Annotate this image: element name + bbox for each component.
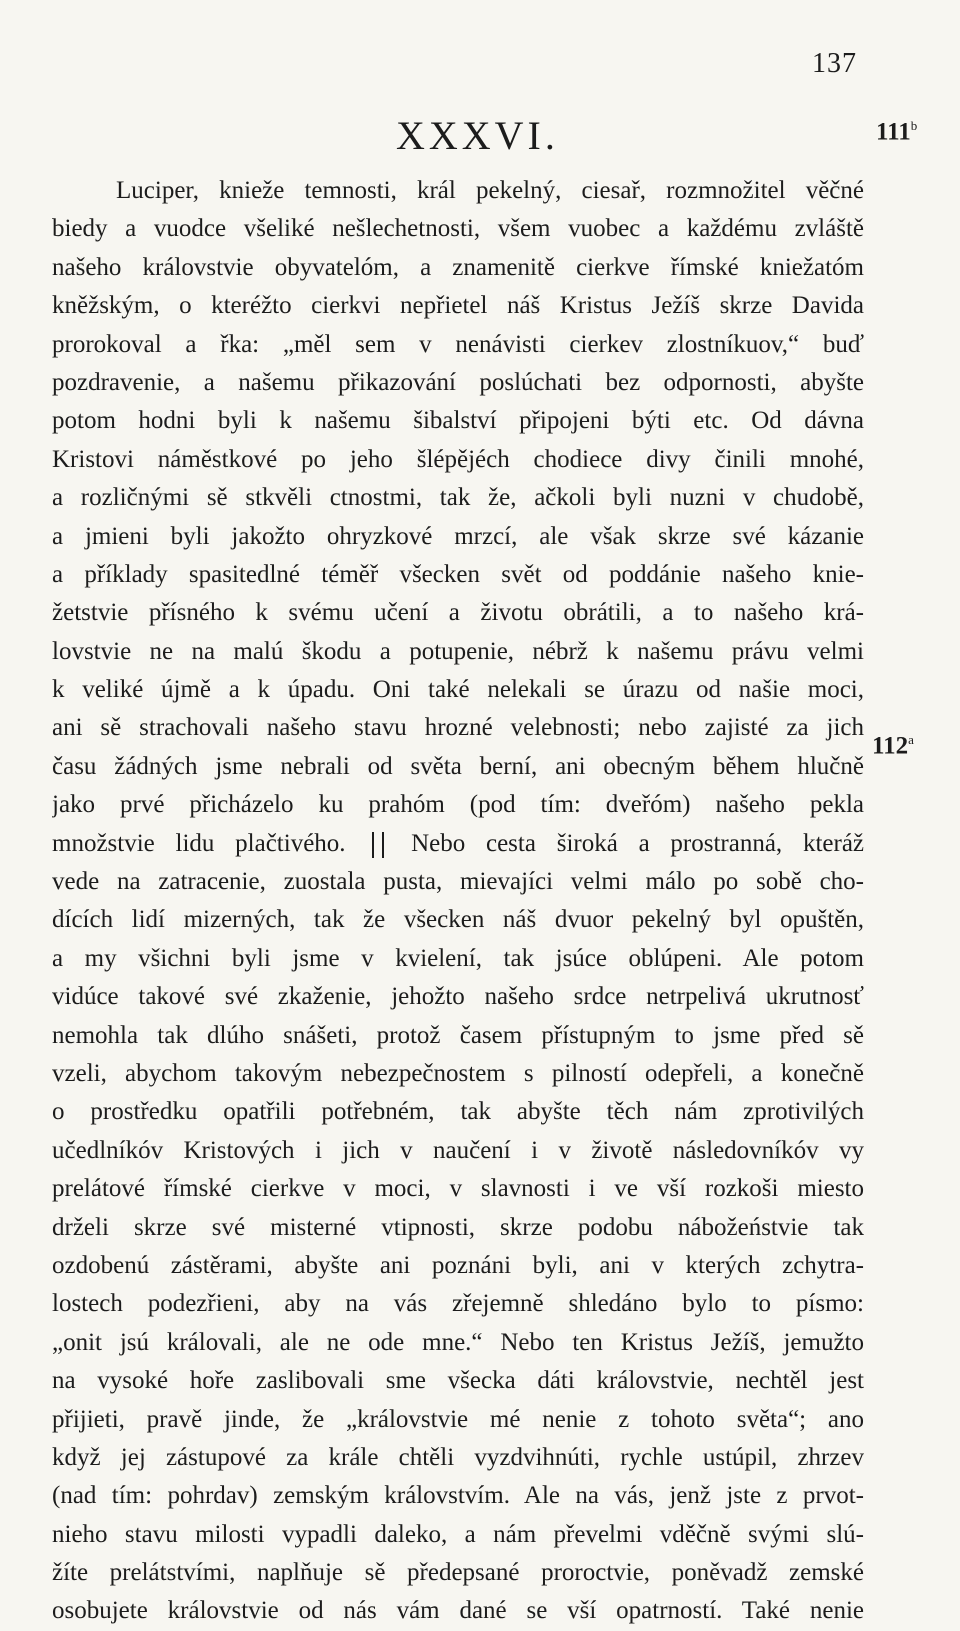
text-line: když jej zástupové za krále chtěli vyzdvihnúti, rychle ustúpil, zhrzev bbox=[52, 1443, 864, 1471]
text-line: kněžským, o kteréžto cierkvi nepřietel náš Kristus Ježíš skrze Davida bbox=[52, 292, 864, 320]
text-line: jako prvé přicházelo ku prahóm (pod tím: dveřóm) našeho pekla bbox=[52, 791, 864, 819]
margin-note-number: 111 bbox=[876, 118, 911, 146]
text-line: vede na zatracenie, zuostala pusta, mievajíci velmi málo po sobě cho- bbox=[52, 868, 864, 896]
text-line: na vysoké hoře zaslibovali sme všecka dáti královstvie, nechtěl jest bbox=[52, 1367, 864, 1395]
text-segment: množstvie lidu plačtivého. bbox=[52, 829, 346, 857]
text-line: nieho stavu milosti vypadli daleko, a nám převelmi vděčně svými slú- bbox=[52, 1520, 864, 1548]
text-line: o prostředku opatřili potřebném, tak abyšte těch nám zprotivilých bbox=[52, 1098, 864, 1126]
text-line: vzeli, abychom takovým nebezpečnostem s pilností odepřeli, a konečně bbox=[52, 1059, 864, 1087]
margin-note-side: a bbox=[908, 732, 914, 747]
chapter-title: XXXVI. bbox=[396, 113, 559, 158]
text-line: žetstvie přísného k svému učení a životu obrátili, a to našeho krá- bbox=[52, 599, 864, 627]
text-line: přijieti, pravě jinde, že „královstvie mé nenie z tohoto světa“; ano bbox=[52, 1405, 864, 1433]
text-line: lostech podezřieni, aby na vás zřejemně shledáno bylo to písmo: bbox=[52, 1290, 864, 1318]
text-line: biedy a vuodce všeliké nešlechetnosti, všem vuobec a každému zvláště bbox=[52, 215, 864, 243]
text-line: drželi skrze své misterné vtipnosti, skrze podobu nábožeństvie tak bbox=[52, 1213, 864, 1241]
text-line: nemohla tak dlúho snášeti, protož časem přístupným to jsme před sě bbox=[52, 1021, 864, 1049]
text-line: Kristovi náměstkové po jeho šlépějéch chodiece divy činili mnohé, bbox=[52, 445, 864, 473]
margin-note-side: b bbox=[910, 118, 918, 133]
text-line: osobujete královstvie od nás vám dané se vší opatrností. Také nenie bbox=[52, 1597, 864, 1625]
folio-break-marker bbox=[372, 832, 384, 858]
text-line: ozdobenú zástěrami, abyšte ani poznáni byli, ani v kterých zchytra- bbox=[52, 1251, 864, 1279]
text-line: našeho královstvie obyvatelóm, a znamenitě cierkve římské kniežatóm bbox=[52, 253, 864, 281]
page-number: 137 bbox=[812, 48, 857, 79]
text-line: prorokoval a řka: „měl sem v nenávisti cierkev zlostníkuov,“ buď bbox=[52, 330, 864, 358]
text-line: ani sě strachovali našeho stavu hrozné velebnosti; nebo zajisté za jich bbox=[52, 714, 864, 742]
text-line: a rozličnými sě stkvěli ctnostmi, tak že, ačkoli byli nuzni v chudobě, bbox=[52, 484, 864, 512]
text-line: prelátové římské cierkve v moci, v slavnosti i ve vší rozkoši miesto bbox=[52, 1175, 864, 1203]
text-line: času žádných jsme nebrali od světa berní, ani obecným během hlučně bbox=[52, 752, 864, 780]
text-line: vidúce takové své zkaženie, jehožto našeho srdce netrpelivá ukrutnosť bbox=[52, 983, 864, 1011]
body-text bbox=[52, 172, 864, 1631]
text-line: a my všichni byli jsme v kvielení, tak jsúce oblúpeni. Ale potom bbox=[52, 944, 864, 972]
text-line: a příklady spasitedlné téměř všecken svět od poddánie našeho knie- bbox=[52, 560, 864, 588]
text-line: (nad tím: pohrdav) zemským královstvím. Ale na vás, jenž jste z prvot- bbox=[52, 1482, 864, 1510]
text-line: a jmieni byli jakožto ohryzkové mrzcí, ale však skrze své kázanie bbox=[52, 522, 864, 550]
text-line: k veliké újmě a k úpadu. Oni také nelekali se úrazu od našie moci, bbox=[52, 676, 864, 704]
text-line: žíte prelátstvími, naplňuje sě předepsané proroctvie, poněvadž zemské bbox=[52, 1559, 864, 1587]
text-line: pozdravenie, a našemu přikazování poslúchati bez odpornosti, abyšte bbox=[52, 368, 864, 396]
text-line bbox=[52, 825, 864, 863]
text-line: „onit jsú královali, ale ne ode mne.“ Nebo ten Kristus Ježíš, jemužto bbox=[52, 1328, 864, 1356]
margin-note-folio-2 bbox=[872, 732, 914, 760]
text-segment: Nebo cesta široká a prostranná, kteráž bbox=[411, 829, 864, 857]
margin-note-folio-1 bbox=[876, 118, 917, 146]
text-line: Luciper, knieže temnosti, král pekelný, ciesař, rozmnožitel věčné bbox=[116, 177, 864, 204]
text-line: lovstvie ne na malú škodu a potupenie, nébrž k našemu právu velmi bbox=[52, 637, 864, 665]
text-line: učedlníkóv Kristových i jich v naučení i v životě následovníkóv vy bbox=[52, 1136, 864, 1164]
margin-note-number: 112 bbox=[872, 732, 909, 760]
text-line: dících lidí mizerných, tak že všecken náš dvuor pekelný byl opuštěn, bbox=[52, 906, 864, 934]
text-line: potom hodni byli k našemu šibalství připojeni býti etc. Od dávna bbox=[52, 407, 864, 435]
